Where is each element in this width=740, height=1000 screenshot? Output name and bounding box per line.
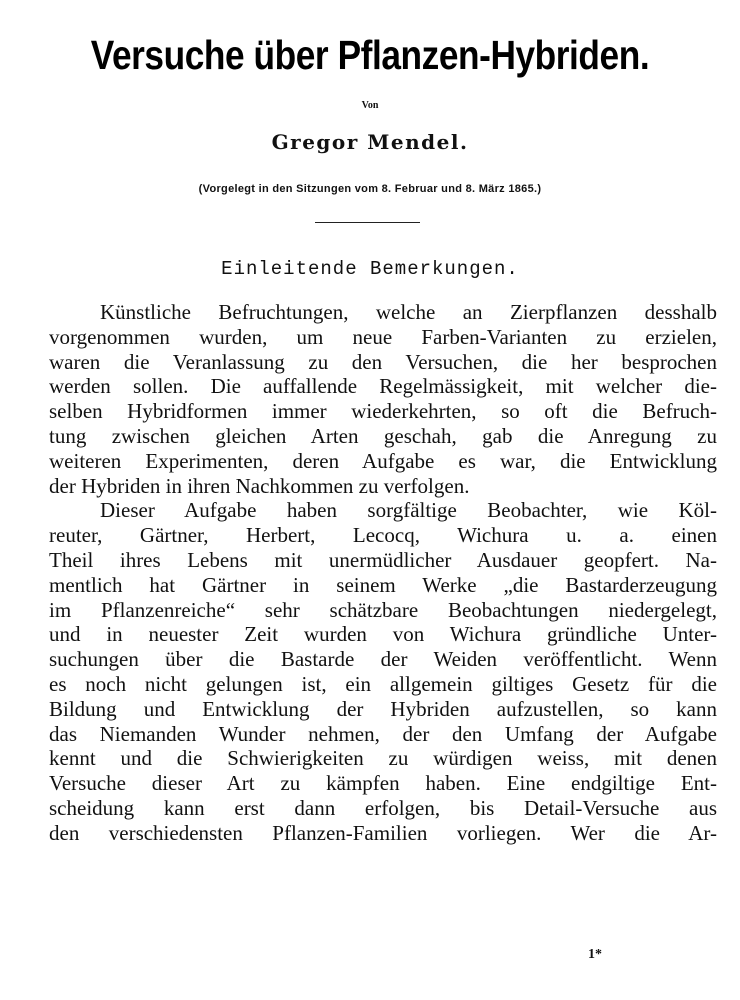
text-line: und in neuester Zeit wurden von Wichura gründliche Unter- xyxy=(49,622,717,647)
text-line: der Hybriden in ihren Nachkommen zu verfolgen. xyxy=(49,473,470,498)
text-line: es noch nicht gelungen ist, ein allgemein giltiges Gesetz für die xyxy=(49,671,717,696)
text-line: tung zwischen gleichen Arten geschah, gab die Anregung zu xyxy=(49,423,717,448)
text-line: Bildung und Entwicklung der Hybriden aufzustellen, so kann xyxy=(49,696,717,721)
text-line: suchungen über die Bastarde der Weiden veröffentlicht. Wenn xyxy=(49,647,717,672)
text-line: das Niemanden Wunder nehmen, der den Umfang der Aufgabe xyxy=(49,721,717,746)
text-line: scheidung kann erst dann erfolgen, bis Detail-Versuche aus xyxy=(49,795,717,820)
presentation-note: (Vorgelegt in den Sitzungen vom 8. Februar und 8. März 1865.) xyxy=(198,183,542,195)
text-line: werden sollen. Die auffallende Regelmässigkeit, mit welcher die- xyxy=(49,374,717,399)
text-line: kennt und die Schwierigkeiten zu würdigen weiss, mit denen xyxy=(49,746,717,771)
text-line: im Pflanzenreiche“ sehr schätzbare Beobachtungen niedergelegt, xyxy=(49,597,717,622)
text-line: Künstliche Befruchtungen, welche an Zierpflanzen desshalb xyxy=(100,300,717,324)
author-name: Gregor Mendel. xyxy=(271,130,469,154)
page-folio: 1* xyxy=(588,947,602,962)
text-line: Versuche dieser Art zu kämpfen haben. Eine endgiltige Ent- xyxy=(49,771,717,796)
text-line: weiteren Experimenten, deren Aufgabe es war, die Entwicklung xyxy=(49,448,717,473)
text-line: waren die Veranlassung zu den Versuchen, die her besprochen xyxy=(49,349,717,374)
text-line: Dieser Aufgabe haben sorgfältige Beobachter, wie Köl- xyxy=(100,498,717,523)
body-text xyxy=(49,300,717,846)
text-line: vorgenommen wurden, um neue Farben-Varianten zu erzielen, xyxy=(49,324,717,349)
byline-von: Von xyxy=(361,100,379,111)
text-line: Theil ihres Lebens mit unermüdlicher Ausdauer geopfert. Na- xyxy=(49,547,717,572)
text-line: reuter, Gärtner, Herbert, Lecocq, Wichura u. a. einen xyxy=(49,523,717,548)
divider-rule xyxy=(315,222,420,223)
text-line: selben Hybridformen immer wiederkehrten, so oft die Befruch- xyxy=(49,399,717,424)
text-line: mentlich hat Gärtner in seinem Werke „die Bastarderzeugung xyxy=(49,572,717,597)
text-line: den verschiedensten Pflanzen-Familien vorliegen. Wer die Ar- xyxy=(49,820,717,845)
section-heading: Einleitende Bemerkungen. xyxy=(221,258,519,280)
paper-title: Versuche über Pflanzen-Hybriden. xyxy=(90,32,650,78)
